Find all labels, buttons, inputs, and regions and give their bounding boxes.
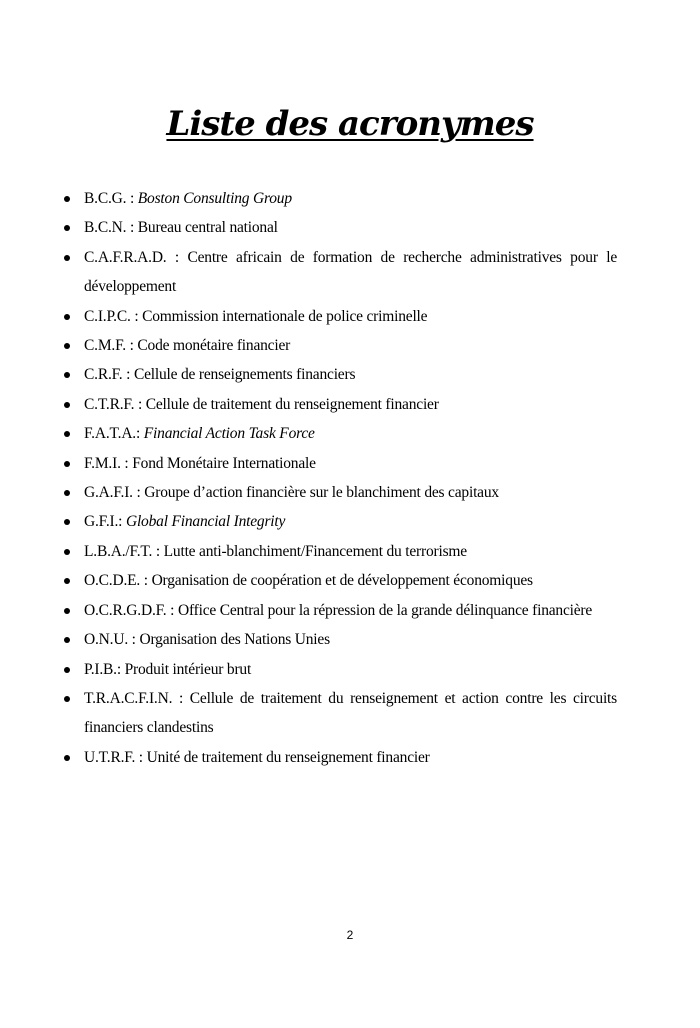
- acronym: B.C.N. :: [84, 219, 138, 237]
- acronym-list-item: [84, 566, 617, 595]
- acronym-list-item: [84, 302, 617, 331]
- acronym-list-item: [84, 419, 617, 448]
- acronym-list-item: [84, 243, 617, 302]
- acronym-definition: Centre africain de formation de recherche administratives pour le développement: [84, 248, 617, 296]
- acronym-list-item: [84, 331, 617, 360]
- bullet-icon: [64, 637, 70, 643]
- bullet-icon: [64, 402, 70, 408]
- acronym-definition: Fond Monétaire Internationale: [132, 454, 316, 472]
- bullet-icon: [64, 490, 70, 496]
- acronym-definition: Code monétaire financier: [137, 337, 291, 355]
- acronym-list: [84, 184, 617, 772]
- bullet-icon: [64, 519, 70, 525]
- bullet-icon: [64, 225, 70, 231]
- acronym: G.F.I.:: [84, 513, 126, 531]
- bullet-icon: [64, 578, 70, 584]
- acronym: F.A.T.A.:: [84, 425, 144, 443]
- page-title: [0, 104, 700, 144]
- bullet-icon: [64, 343, 70, 349]
- acronym: O.N.U. :: [84, 631, 140, 649]
- acronym-definition: Bureau central national: [137, 219, 278, 237]
- acronym-definition: Cellule de traitement du renseignement et action contre les circuits financiers clandestins: [84, 689, 617, 737]
- acronym-list-item: [84, 655, 617, 684]
- acronym: C.I.P.C. :: [84, 307, 143, 325]
- acronym: F.M.I. :: [84, 454, 133, 472]
- page-number: 2: [346, 928, 354, 942]
- acronym: T.R.A.C.F.I.N. :: [84, 689, 190, 707]
- acronym-list-item: [84, 625, 617, 654]
- acronym: L.B.A./F.T. :: [84, 542, 164, 560]
- acronym-definition: Lutte anti-blanchiment/Financement du terrorisme: [163, 542, 467, 560]
- acronym: B.C.G. :: [84, 190, 138, 207]
- acronym: G.A.F.I. :: [84, 484, 145, 502]
- acronym-list-item: [84, 507, 617, 536]
- bullet-icon: [64, 696, 70, 702]
- acronym-definition: Groupe d’action financière sur le blanchiment des capitaux: [144, 484, 499, 502]
- acronym: O.C.D.E. :: [84, 572, 152, 590]
- acronym-definition: Office Central pour la répression de la grande délinquance financière: [177, 601, 593, 619]
- acronym-definition: Cellule de renseignements financiers: [133, 366, 356, 384]
- acronym: O.C.R.G.D.F. :: [84, 601, 178, 619]
- acronym-definition: Boston Consulting Group: [137, 190, 292, 207]
- acronym-list-item: [84, 743, 617, 772]
- acronym-definition: Global Financial Integrity: [125, 513, 286, 531]
- acronym: C.A.F.R.A.D. :: [84, 248, 188, 266]
- acronym-list-item: [84, 360, 617, 389]
- bullet-icon: [64, 461, 70, 467]
- acronym-definition: Unité de traitement du renseignement financier: [146, 748, 430, 766]
- bullet-icon: [64, 549, 70, 555]
- acronym-definition: Cellule de traitement du renseignement financier: [145, 395, 439, 413]
- acronym-definition: Produit intérieur brut: [124, 660, 252, 678]
- acronym-list-item: [84, 184, 617, 213]
- acronym-list-item: [84, 449, 617, 478]
- bullet-icon: [64, 608, 70, 614]
- acronym-list-item: [84, 478, 617, 507]
- acronym-list-item: [84, 390, 617, 419]
- acronym-list-item: [84, 537, 617, 566]
- acronym-definition: Commission internationale de police criminelle: [142, 307, 428, 325]
- bullet-icon: [64, 314, 70, 320]
- bullet-icon: [64, 372, 70, 378]
- acronym-definition: Organisation des Nations Unies: [139, 631, 330, 649]
- acronym: C.M.F. :: [84, 337, 138, 355]
- acronym-list-item: [84, 684, 617, 743]
- acronym-list-item: [84, 596, 617, 625]
- acronym: U.T.R.F. :: [84, 748, 147, 766]
- acronym-definition: Organisation de coopération et de développement économiques: [151, 572, 533, 590]
- bullet-icon: [64, 755, 70, 761]
- acronym: P.I.B.:: [84, 660, 125, 678]
- acronym: C.T.R.F. :: [84, 395, 146, 413]
- acronym: C.R.F. :: [84, 366, 134, 384]
- page-title-text: Liste des acronymes: [166, 104, 534, 144]
- bullet-icon: [64, 255, 70, 261]
- acronym-definition: Financial Action Task Force: [143, 425, 315, 443]
- bullet-icon: [64, 196, 70, 202]
- bullet-icon: [64, 431, 70, 437]
- bullet-icon: [64, 667, 70, 673]
- acronym-list-item: [84, 213, 617, 242]
